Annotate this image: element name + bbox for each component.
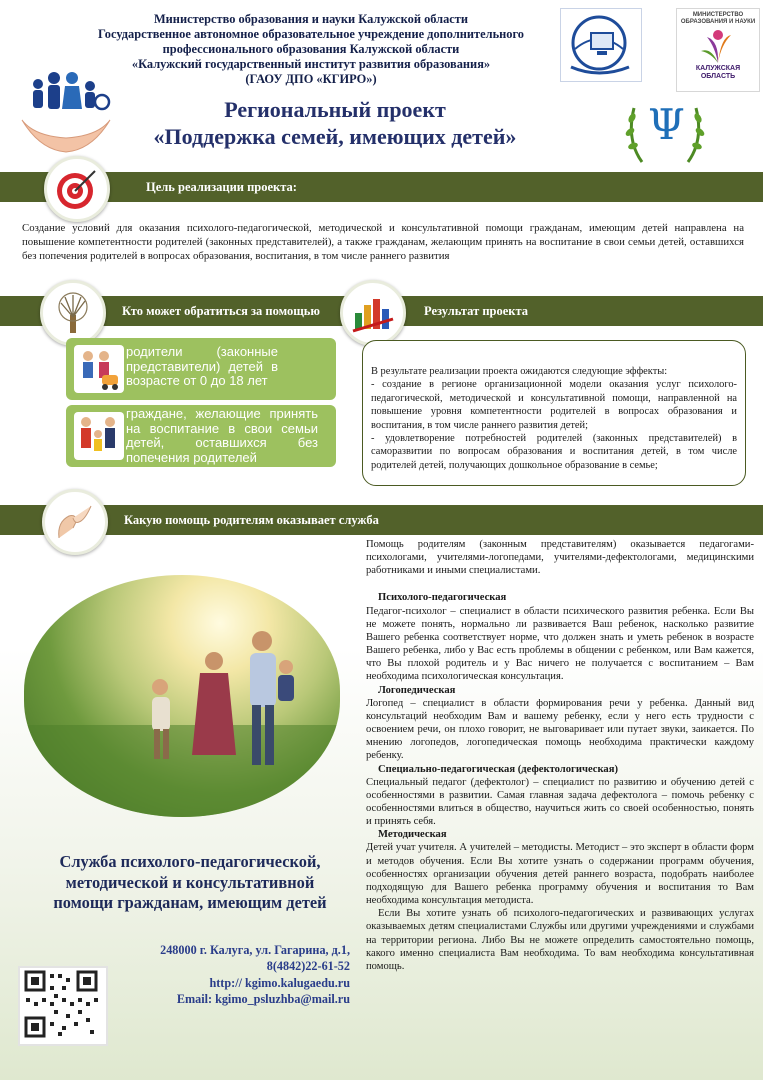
hands-icon bbox=[51, 498, 99, 546]
help-badge bbox=[42, 489, 108, 555]
service-title bbox=[20, 852, 360, 914]
help-text bbox=[366, 538, 754, 973]
goal-text: Создание условий для оказания психолого-педагогической, методической и консультативной помощи гражданам, имеющим детей направлена на повышение компетентности родителей (законных представителей), а также гражданам, желающим принять на воспитание в свои семьи детей, оставшихся без попечения родителей в вопросах образования, воспитания, в том числе раннего развития bbox=[22, 222, 744, 262]
region-logo-line: ОБЛАСТЬ bbox=[700, 73, 736, 80]
title-line: Региональный проект bbox=[224, 97, 446, 122]
tree-icon bbox=[49, 289, 97, 337]
goal-heading: Цель реализации проекта: bbox=[146, 180, 297, 194]
result-box bbox=[362, 340, 746, 486]
region-logo-line: КАЛУЖСКАЯ bbox=[695, 65, 741, 72]
service-title-line: помощи гражданам, имеющим детей bbox=[53, 893, 327, 912]
help-intro: Помощь родителям (законным представителям) оказывается педагогами-психологами, учителями-логопедами, учителями-дефектологами, медицинскими работниками и иными специалистами. bbox=[366, 539, 754, 577]
contact-email[interactable]: Email: kgimo_psluzhba@mail.ru bbox=[176, 991, 350, 1006]
organization-header bbox=[96, 12, 526, 87]
foster-family-icon bbox=[74, 412, 124, 460]
contacts bbox=[100, 942, 350, 1007]
region-logo-name bbox=[677, 65, 759, 81]
result-badge bbox=[340, 280, 406, 346]
org-line: Министерство образования и науки Калужской области bbox=[153, 12, 469, 26]
kgiro-logo bbox=[560, 8, 642, 82]
goal-band bbox=[0, 172, 763, 202]
bar-chart-icon bbox=[349, 289, 397, 337]
contact-site[interactable]: http:// kgimo.kalugaedu.ru bbox=[209, 975, 350, 990]
result-effect-2: - удовлетворение потребностей родителей (законных представителей) в саморазвитии по вопросам образования и воспитания детей, в том числе родителей детей, получающих дошкольное образование в семье; bbox=[371, 433, 737, 471]
method-text: Детей учат учителя. А учителей – методисты. Методист – это эксперт в области форм и методов обучения. Если Вы хотите узнать о содержании программ обучения, особенностях организации обучения детей раннего возраста, подобрать наиболее подходящую для Вашего ребенка программу обучения и воспитания то Вам необходима консультация методиста. bbox=[366, 842, 754, 907]
who-heading: Кто может обратиться за помощью bbox=[122, 304, 320, 318]
parents-icon bbox=[74, 345, 124, 393]
psi-symbol: Ψ bbox=[648, 100, 685, 149]
method-title: Методическая bbox=[378, 829, 447, 841]
goal-badge bbox=[44, 156, 110, 222]
project-title bbox=[120, 96, 550, 150]
psych-text: Педагог-психолог – специалист в области психического развития ребенка. Если Вы не можете понять, нормально ли развивается Ваш ребенок, насколько развитие Вашего ребенка соответствует норме, что должен знать и уметь ребенок в возрасте Вашего ребенка, либо у Вас есть проблемы в общении с ребенком, или Вам кажется, что Вы плохой родитель и у Вас ничего не получается с воспитанием – Вам необходима психологическая консультация. bbox=[366, 605, 754, 683]
who-item-foster-text: граждане, желающие принять на воспитание в свои семьи детей, оставшихся без попечения родителей bbox=[126, 406, 318, 465]
who-item-parents-text: родители (законные представители) детей в возрасте от 0 до 18 лет bbox=[126, 344, 278, 389]
org-line: (ГАОУ ДПО «КГИРО») bbox=[245, 72, 377, 86]
org-line: профессионального образования Калужской области bbox=[162, 42, 460, 56]
contact-phone: 8(4842)22-61-52 bbox=[266, 959, 350, 974]
target-icon bbox=[53, 165, 101, 213]
def-text: Специальный педагог (дефектолог) – специалист по развитию и обучению детей с особенностями в развитии. Самая главная задача дефектолога – помочь ребенку с особенностями влиться в общество, научиться жить со своей особенностью, понять и принять себя. bbox=[366, 776, 754, 828]
service-title-line: Служба психолого-педагогической, bbox=[59, 852, 321, 871]
region-logo-caption: МИНИСТЕРСТВО ОБРАЗОВАНИЯ И НАУКИ bbox=[680, 12, 756, 25]
help-heading: Какую помощь родителям оказывает служба bbox=[124, 513, 379, 527]
title-line: «Поддержка семей, имеющих детей» bbox=[153, 124, 517, 149]
org-line: Государственное автономное образовательное учреждение дополнительного bbox=[98, 27, 524, 41]
who-badge bbox=[40, 280, 106, 346]
qr-code[interactable] bbox=[18, 966, 108, 1046]
who-item-foster bbox=[66, 405, 336, 467]
help-outro: Если Вы хотите узнать об психолого-педагогических и развивающих услугах оказываемых детям специалистами Службы или другими учреждениями и службами на территории региона. Либо Вы не можете определить самостоятельно помощь, какого именно специалиста Вам необходима. То вам необходима консультативная помощь. bbox=[366, 908, 754, 972]
contact-address: 248000 г. Калуга, ул. Гагарина, д.1, bbox=[160, 943, 350, 957]
help-band bbox=[0, 505, 763, 535]
result-effect-1: - создание в регионе организационной модели оказания услуг психолого-педагогической, методической и консультативной помощи, направленной на повышение уровня компетентности родителей в вопросах образования и воспитания, в том числе раннего развития детей; bbox=[371, 379, 737, 431]
logo-text: Логопед – специалист в области формирования речи у ребенка. Данный вид консультаций необходим Вам и вашему ребенку, если у него есть трудности с освоением речи, он плохо говорит, не выговаривает или путает звуки, заикается. По мнению логопедов, логопедическая помощь необходима практически каждому ребенку. bbox=[366, 697, 754, 762]
flower-icon bbox=[697, 23, 739, 65]
psychology-wreath-logo bbox=[622, 96, 708, 170]
families-hands-logo bbox=[18, 62, 114, 154]
result-heading: Результат проекта bbox=[424, 304, 529, 318]
result-intro: В результате реализации проекта ожидаются следующие эффекты: bbox=[371, 366, 668, 377]
logo-title: Логопедическая bbox=[378, 684, 456, 696]
psych-title: Психолого-педагогическая bbox=[378, 592, 507, 604]
org-line: «Калужский государственный институт развития образования» bbox=[131, 57, 491, 71]
region-ministry-logo bbox=[676, 8, 760, 92]
def-title: Специально-педагогическая (дефектологическая) bbox=[378, 763, 618, 775]
family-photo bbox=[24, 575, 340, 817]
who-item-parents bbox=[66, 338, 336, 400]
service-title-line: методической и консультативной bbox=[65, 872, 315, 892]
